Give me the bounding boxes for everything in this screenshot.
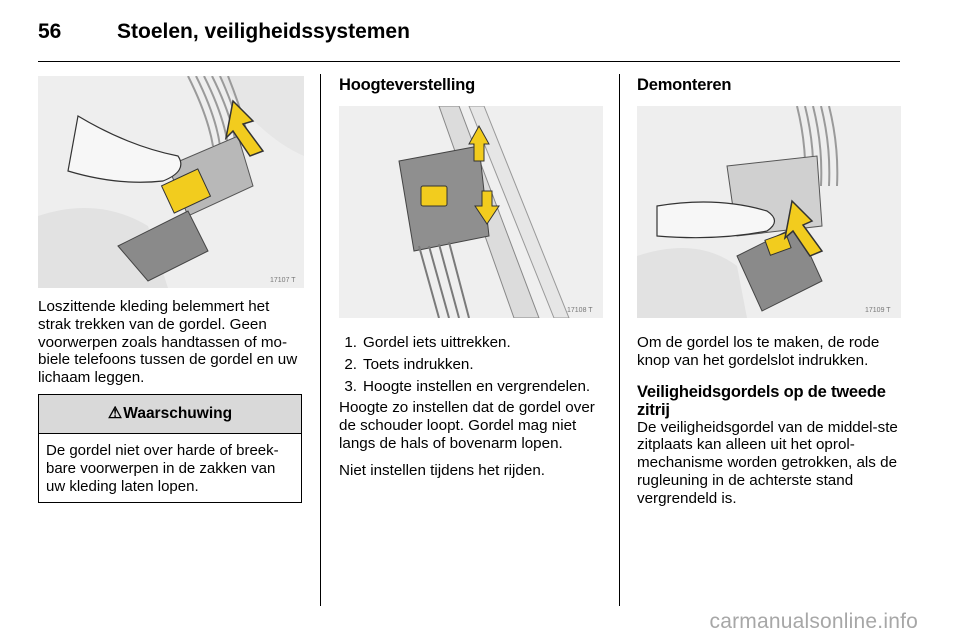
- figure-label: 17109 T: [865, 307, 891, 314]
- warning-text: De gordel niet over harde of breek-bare voorwerpen in de zakken van uw kleding laten lopen.: [46, 442, 279, 495]
- watermark: carmanualsonline.info: [709, 610, 918, 633]
- paragraph: Niet instellen tijdens het rijden.: [339, 462, 545, 480]
- paragraph: Hoogte zo instellen dat de gordel over de schouder loopt. Gordel mag niet langs de hals of bovenarm lopen.: [339, 399, 595, 452]
- column-divider-2: [619, 74, 620, 606]
- list-item: 1. Gordel iets uittrekken.: [344, 334, 511, 351]
- column-divider-1: [320, 74, 321, 606]
- section-heading: Hoogteverstelling: [339, 76, 475, 94]
- list-item: 3. Hoogte instellen en vergrendelen.: [344, 378, 591, 395]
- page-number: 56: [38, 20, 62, 43]
- buckle-release-illustration: [637, 106, 901, 318]
- seatbelt-buckle-illustration: [38, 76, 304, 288]
- warning-header: [39, 395, 301, 434]
- height-adjustment-illustration: [339, 106, 603, 318]
- page-title: Stoelen, veiligheidssystemen: [117, 20, 410, 43]
- figure-label: 17108 T: [567, 307, 593, 314]
- warning-title: Waarschuwing: [123, 405, 233, 422]
- paragraph: Om de gordel los te maken, de rode knop van het gordelslot indrukken.: [637, 334, 880, 369]
- list-item: 2. Toets indrukken.: [344, 356, 474, 373]
- column-1: [38, 76, 304, 387]
- section-heading: Demonteren: [637, 76, 732, 94]
- warning-box: [38, 394, 302, 503]
- steps-list: [339, 334, 605, 396]
- column-3: [637, 76, 903, 508]
- warning-triangle-icon: ⚠: [107, 405, 123, 422]
- column-2: [339, 76, 605, 480]
- paragraph: De veiligheidsgordel van de middel-ste zitplaats kan alleen uit het oprol-mechanisme worden getrokken, als de rugleuning in de achterste stand vergrendeld is.: [637, 418, 898, 507]
- figure-label: 17107 T: [270, 277, 296, 284]
- header-rule: [38, 61, 900, 62]
- section-heading: Veiligheidsgordels op de tweede zitrij: [637, 382, 886, 419]
- paragraph: Loszittende kleding belemmert het strak trekken van de gordel. Geen voorwerpen zoals handtassen of mo-biele telefoons tussen de gordel en uw lichaam leggen.: [38, 298, 298, 387]
